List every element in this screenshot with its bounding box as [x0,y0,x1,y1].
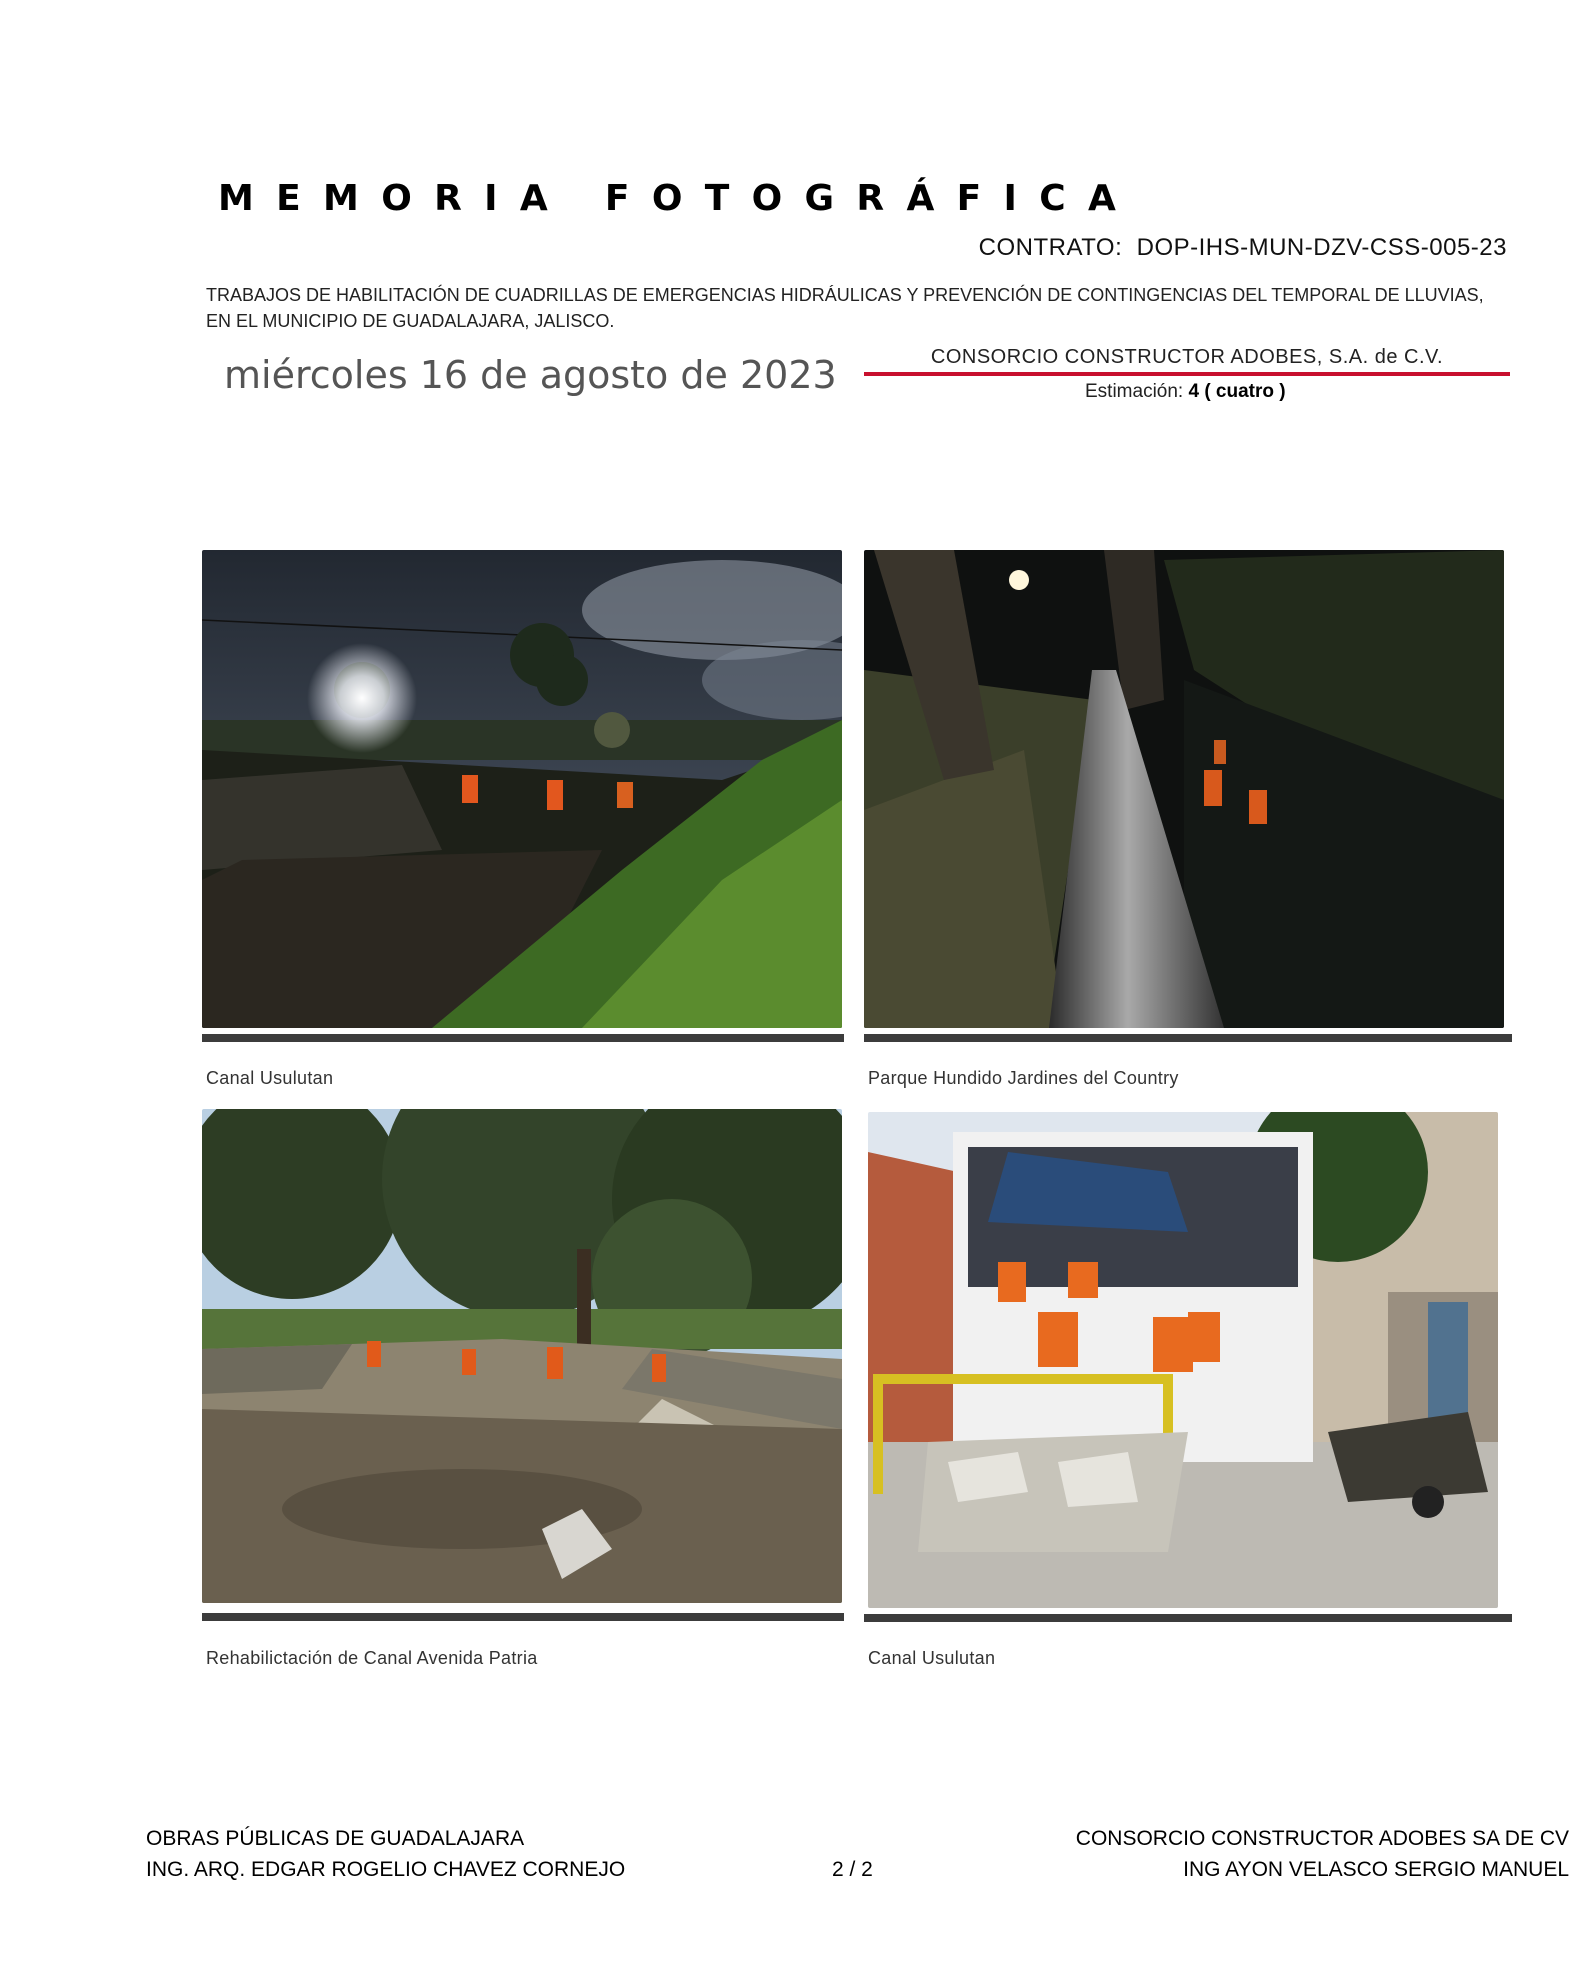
estimate-value: 4 ( cuatro ) [1188,381,1286,402]
page-title: MEMORIA FOTOGRÁFICA [218,178,1139,219]
photo-2-bar [864,1034,1512,1042]
photo-3-caption: Rehabilictación de Canal Avenida Patria [206,1648,538,1668]
footer-right [1076,1823,1569,1885]
footer-left-org: OBRAS PÚBLICAS DE GUADALAJARA [146,1827,525,1850]
photo-1-image [202,550,842,1028]
footer-right-org: CONSORCIO CONSTRUCTOR ADOBES SA DE CV [1075,1827,1569,1850]
page-number: 2 / 2 [832,1858,873,1881]
estimate-label: Estimación: [1085,381,1184,402]
estimate-line [1085,381,1286,403]
footer-left-signer: ING. ARQ. EDGAR ROGELIO CHAVEZ CORNEJO [146,1858,626,1881]
report-date: miércoles 16 de agosto de 2023 [224,353,837,397]
footer-right-signer: ING AYON VELASCO SERGIO MANUEL [1183,1858,1569,1881]
photo-1-bar [202,1034,844,1042]
photo-3-image [202,1109,842,1603]
photo-2 [864,550,1504,1028]
photo-4 [868,1112,1498,1608]
footer-left [146,1823,625,1885]
company-name: CONSORCIO CONSTRUCTOR ADOBES, S.A. de C.V. [930,346,1444,368]
photo-1-caption: Canal Usulutan [206,1068,334,1088]
company-underline [864,372,1510,376]
contract-line [979,234,1507,262]
photo-4-caption: Canal Usulutan [868,1648,996,1668]
photo-2-caption: Parque Hundido Jardines del Country [868,1068,1179,1088]
contract-label: CONTRATO: [978,234,1123,261]
photo-3-bar [202,1613,844,1621]
photo-1 [202,550,842,1028]
photo-4-bar [864,1614,1512,1622]
photo-3 [202,1109,842,1603]
work-description: TRABAJOS DE HABILITACIÓN DE CUADRILLAS DE EMERGENCIAS HIDRÁULICAS Y PREVENCIÓN DE CONTINGENCIAS DEL TEMPORAL DE LLUVIAS, EN EL MUNICIPIO DE GUADALAJARA, JALISCO. [206,285,1484,331]
photo-2-image [864,550,1504,1028]
photo-4-image [868,1112,1498,1608]
contract-number: DOP-IHS-MUN-DZV-CSS-005-23 [1136,234,1507,261]
